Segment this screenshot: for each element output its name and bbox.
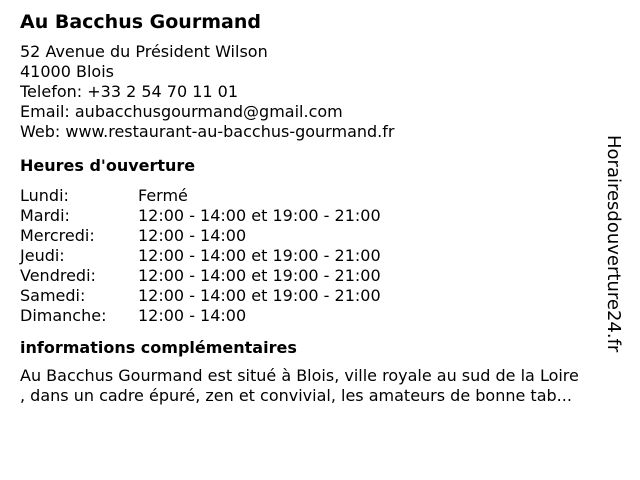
watermark-text: Horairesdouverture24.fr: [603, 135, 624, 353]
hours-row: [20, 226, 381, 246]
info-line-2: , dans un cadre épuré, zen et convivial, les amateurs de bonne tab...: [20, 386, 572, 405]
hours-day: Samedi:: [20, 286, 86, 305]
hours-time: 12:00 - 14:00: [138, 306, 247, 325]
hours-row: [20, 306, 381, 326]
hours-row: [20, 286, 381, 306]
hours-time: 12:00 - 14:00: [138, 226, 247, 245]
opening-hours-heading: Heures d'ouverture: [20, 156, 196, 175]
hours-row: [20, 246, 381, 266]
hours-day: Dimanche:: [20, 306, 107, 325]
contact-block: [20, 42, 620, 142]
business-card: [20, 10, 624, 406]
hours-row: [20, 266, 381, 286]
address-city: 41000 Blois: [20, 62, 114, 81]
hours-day: Lundi:: [20, 186, 69, 205]
hours-time: 12:00 - 14:00 et 19:00 - 21:00: [138, 286, 381, 305]
website-line: Web: www.restaurant-au-bacchus-gourmand.fr: [20, 122, 395, 141]
hours-time: Fermé: [138, 186, 188, 205]
info-line-1: Au Bacchus Gourmand est situé à Blois, ville royale au sud de la Loire: [20, 366, 579, 385]
hours-row: [20, 206, 381, 226]
hours-day: Mardi:: [20, 206, 70, 225]
hours-time: 12:00 - 14:00 et 19:00 - 21:00: [138, 206, 381, 225]
address-street: 52 Avenue du Président Wilson: [20, 42, 268, 61]
email-line: Email: aubacchusgourmand@gmail.com: [20, 102, 343, 121]
hours-day: Jeudi:: [20, 246, 65, 265]
hours-row: [20, 186, 381, 206]
opening-hours-table: [20, 186, 381, 326]
hours-time: 12:00 - 14:00 et 19:00 - 21:00: [138, 246, 381, 265]
hours-day: Vendredi:: [20, 266, 96, 285]
additional-info-text: [20, 366, 620, 406]
hours-day: Mercredi:: [20, 226, 95, 245]
hours-time: 12:00 - 14:00 et 19:00 - 21:00: [138, 266, 381, 285]
additional-info-heading: informations complémentaires: [20, 338, 297, 357]
phone-line: Telefon: +33 2 54 70 11 01: [20, 82, 239, 101]
business-name: Au Bacchus Gourmand: [20, 11, 261, 33]
